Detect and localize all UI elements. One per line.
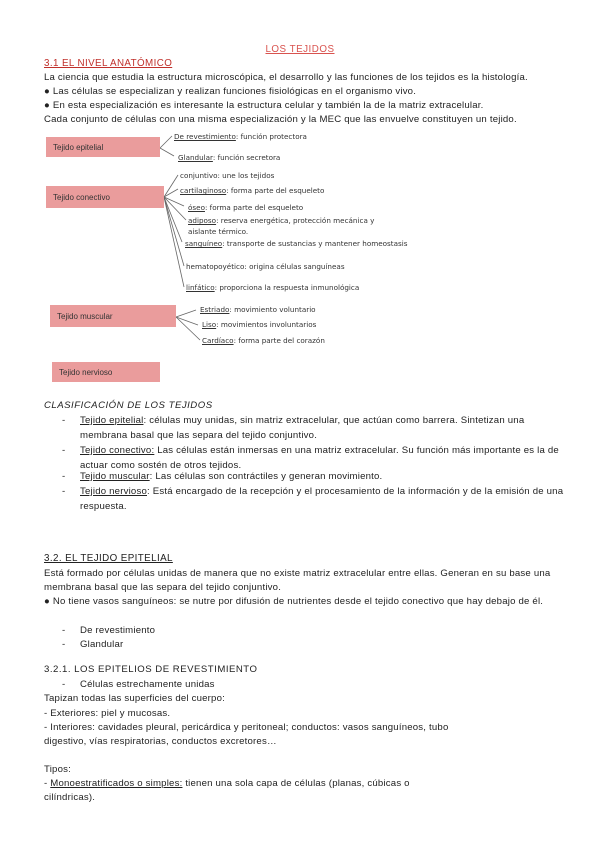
list-dash: - — [62, 639, 66, 650]
paragraph-line: Cada conjunto de células con una misma especialización y la MEC que las envuelve constituyen un tejido. — [44, 114, 517, 125]
heading-3-2-1: 3.2.1. LOS EPITELIOS DE REVESTIMIENTO — [44, 664, 258, 675]
branch-item: óseo: forma parte del esqueleto — [188, 203, 304, 212]
paragraph-line: digestivo, vías respiratorias, conductos excretores… — [44, 736, 277, 747]
branch-item: Estriado: movimiento voluntario — [200, 305, 316, 314]
list-item: - Tejido conectivo: Las células están inmersas en una matriz extracelular. Su función más importante es la de actuar como sostén de otros tejidos. — [62, 445, 559, 471]
branch-item: cartilaginoso: forma parte del esqueleto — [180, 186, 325, 195]
list-item: Glandular — [80, 639, 124, 650]
branch-item: Glandular: función secretora — [178, 153, 281, 162]
heading-3-1: 3.1 EL NIVEL ANATÓMICO — [44, 58, 173, 69]
heading-3-2: 3.2. EL TEJIDO EPITELIAL — [44, 553, 173, 564]
paragraph-line: - Monoestratificados o simples: tienen una sola capa de células (planas, cúbicas o — [44, 778, 410, 789]
branch-item: De revestimiento: función protectora — [174, 132, 307, 141]
paragraph: Está formado por células unidas de manera que no existe matriz extracelular entre ellas. Generan en su base una membrana basal que las separa del tejido conjuntivo. — [44, 568, 551, 593]
branch-item: linfático: proporciona la respuesta inmunológica — [186, 283, 360, 292]
list-dash: - — [62, 679, 66, 690]
branch-item: hematopoyético: origina células sanguíneas — [186, 262, 345, 271]
paragraph-line: - Interiores: cavidades pleural, pericárdica y peritoneal; conductos: vasos sanguíneos, tubo — [44, 722, 449, 733]
paragraph-line: Tapizan todas las superficies del cuerpo: — [44, 693, 225, 704]
branch-item: Cardíaco: forma parte del corazón — [202, 336, 325, 345]
paragraph-line: Tipos: — [44, 764, 71, 775]
heading-clasificacion: CLASIFICACIÓN DE LOS TEJIDOS — [44, 400, 213, 411]
list-item: De revestimiento — [80, 625, 156, 636]
bullet-line: ● En esta especialización es interesante la estructura celular y también la de la matriz extracelular. — [44, 100, 484, 111]
branch-item-continued: aislante térmico. — [188, 227, 249, 236]
box-tejido-muscular: Tejido muscular — [50, 305, 176, 327]
document-title: LOS TEJIDOS — [265, 44, 335, 55]
branch-item: adiposo: reserva energética, protección mecánica y — [188, 216, 375, 225]
list-item: - Tejido epitelial: células muy unidas, sin matriz extracelular, que actúan como barrera. Sintetizan una membrana basal que las separa del tejido conjuntivo. — [62, 415, 525, 441]
list-item: - Tejido muscular: Las células son contráctiles y generan movimiento. — [62, 471, 383, 482]
box-tejido-epitelial: Tejido epitelial — [46, 137, 160, 157]
branch-item: Liso: movimientos involuntarios — [202, 320, 317, 329]
paragraph-line: - Exteriores: piel y mucosas. — [44, 708, 171, 719]
list-dash: - — [62, 625, 66, 636]
paragraph-line: cilíndricas). — [44, 792, 96, 803]
branch-item: sanguíneo: transporte de sustancias y mantener homeostasis — [185, 239, 408, 248]
box-tejido-conectivo: Tejido conectivo — [46, 186, 164, 208]
branch-item: conjuntivo: une los tejidos — [180, 171, 275, 180]
paragraph-line: La ciencia que estudia la estructura microscópica, el desarrollo y las funciones de los tejidos es la histología. — [44, 72, 528, 83]
list-item: - Tejido nervioso: Está encargado de la recepción y el procesamiento de la información y de la emisión de una respuesta. — [62, 486, 564, 512]
list-item: Células estrechamente unidas — [80, 679, 215, 690]
bullet-line: ● Las células se especializan y realizan funciones fisiológicas en el organismo vivo. — [44, 86, 417, 97]
bullet-paragraph: ● No tiene vasos sanguíneos: se nutre por difusión de nutrientes desde el tejido conectivo que hay debajo de él. — [44, 596, 544, 607]
box-tejido-nervioso: Tejido nervioso — [52, 362, 160, 382]
